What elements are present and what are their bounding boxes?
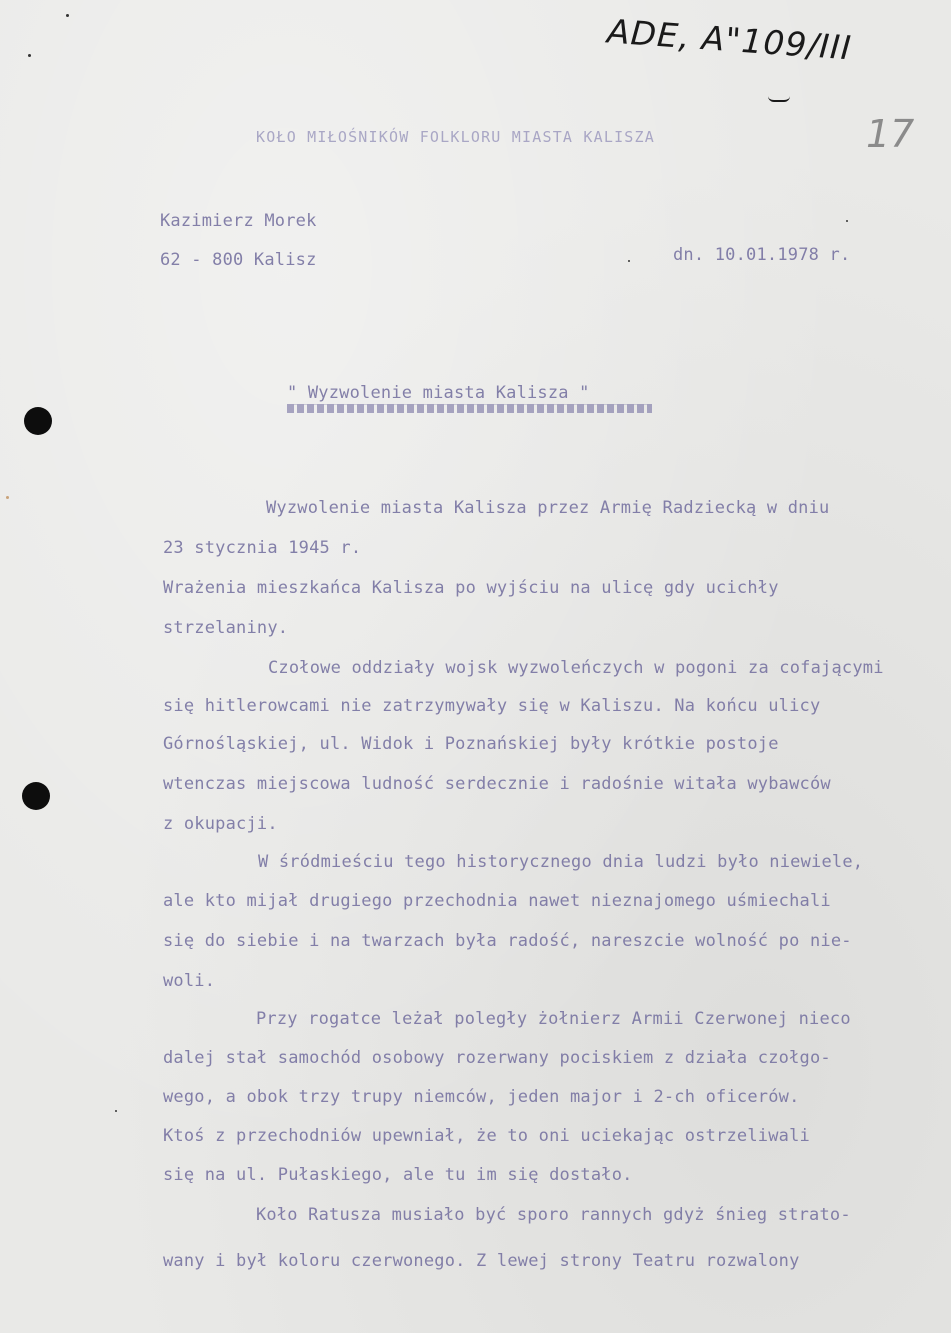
archive-reference: ADE, A"109/III: [605, 11, 853, 68]
body-line: Wyzwolenie miasta Kalisza przez Armię Radziecką w dniu: [266, 498, 830, 518]
body-line: się na ul. Pułaskiego, ale tu im się dostało.: [163, 1165, 633, 1185]
document-title: " Wyzwolenie miasta Kalisza ": [287, 383, 590, 403]
body-line: Górnośląskiej, ul. Widok i Poznańskiej były krótkie postoje: [163, 734, 779, 754]
paper-speck: [628, 260, 630, 262]
page-number: 17: [866, 112, 915, 156]
body-line: się hitlerowcami nie zatrzymywały się w Kaliszu. Na końcu ulicy: [163, 696, 821, 716]
paper-speck: [28, 54, 31, 57]
author-address: 62 - 800 Kalisz: [160, 250, 317, 270]
author-name: Kazimierz Morek: [160, 211, 317, 231]
punch-hole: [24, 407, 52, 435]
body-line: woli.: [163, 971, 216, 991]
body-line: wego, a obok trzy trupy niemców, jeden major i 2-ch oficerów.: [163, 1087, 800, 1107]
body-line: Ktoś z przechodniów upewniał, że to oni uciekając ostrzeliwali: [163, 1126, 810, 1146]
document-date: dn. 10.01.1978 r.: [673, 245, 851, 265]
body-line: wany i był koloru czerwonego. Z lewej strony Teatru rozwalony: [163, 1251, 800, 1271]
body-line: się do siebie i na twarzach była radość, nareszcie wolność po nie-: [163, 931, 852, 951]
body-line: z okupacji.: [163, 814, 278, 834]
body-line: Koło Ratusza musiało być sporo rannych gdyż śnieg strato-: [256, 1205, 851, 1225]
paper-speck: [66, 14, 69, 17]
body-line: dalej stał samochód osobowy rozerwany pociskiem z działa czołgo-: [163, 1048, 831, 1068]
body-line: W śródmieściu tego historycznego dnia ludzi było niewiele,: [258, 852, 864, 872]
body-line: Wrażenia mieszkańca Kalisza po wyjściu na ulicę gdy ucichły: [163, 578, 779, 598]
body-line: 23 stycznia 1945 r.: [163, 538, 362, 558]
body-line: ale kto mijał drugiego przechodnia nawet nieznajomego uśmiechali: [163, 891, 831, 911]
paper-speck: [6, 496, 9, 499]
handwritten-underline: [768, 96, 790, 102]
punch-hole: [22, 782, 50, 810]
organization-header: KOŁO MIŁOŚNIKÓW FOLKLORU MIASTA KALISZA: [256, 128, 655, 146]
paper-speck: [846, 220, 848, 222]
paper-speck: [115, 1110, 117, 1112]
body-line: Przy rogatce leżał poległy żołnierz Armii Czerwonej nieco: [256, 1009, 851, 1029]
body-line: wtenczas miejscowa ludność serdecznie i radośnie witała wybawców: [163, 774, 831, 794]
body-line: strzelaniny.: [163, 618, 289, 638]
body-line: Czołowe oddziały wojsk wyzwoleńczych w pogoni za cofającymi: [268, 658, 884, 678]
title-underline: [287, 404, 652, 413]
